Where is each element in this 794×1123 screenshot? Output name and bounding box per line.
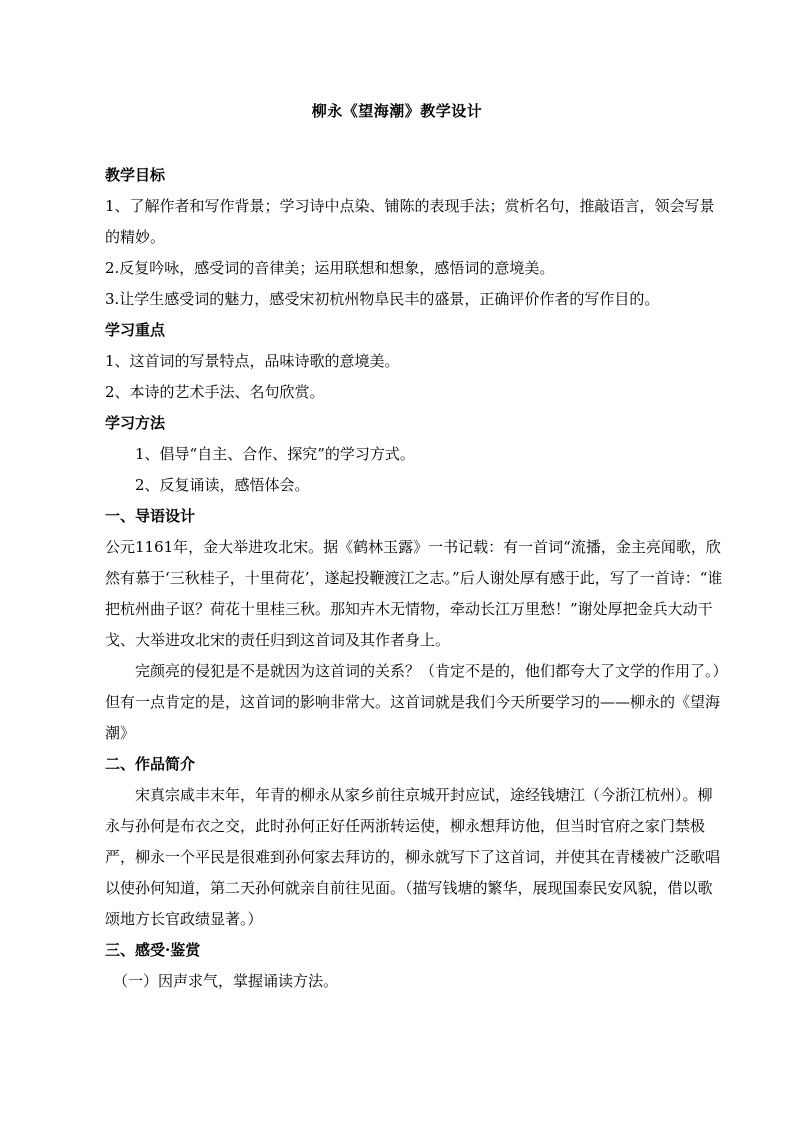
- focus-item: 1、这首词的写景特点，品味诗歌的意境美。: [105, 352, 400, 370]
- document-title: 柳永《望海潮》教学设计: [311, 102, 483, 120]
- goals-heading: 教学目标: [105, 166, 166, 184]
- goal-item: 2.反复吟咏，感受词的音律美；运用联想和想象，感悟词的意境美。: [105, 259, 555, 277]
- intro-heading: 一、导语设计: [105, 507, 196, 525]
- goal-item: 3.让学生感受词的魅力，感受宋初杭州物阜民丰的盛景，正确评价作者的写作目的。: [105, 290, 660, 308]
- document-body: [105, 160, 725, 997]
- method-item: 1、倡导“自主、合作、探究”的学习方式。: [135, 445, 415, 463]
- appreciate-heading: 三、感受·鉴赏: [105, 941, 201, 959]
- goal-item: 1、了解作者和写作背景；学习诗中点染、铺陈的表现手法；赏析名句，推敲语言，领会写景的精妙。: [105, 197, 715, 246]
- focus-item: 2、本诗的艺术手法、名句欣赏。: [105, 383, 325, 401]
- focus-heading: 学习重点: [105, 321, 166, 339]
- intro-paragraph: 完颜亮的侵犯是不是就因为这首词的关系？（肯定不是的，他们都夸大了文学的作用了。）但有一点肯定的是，这首词的影响非常大。这首词就是我们今天所要学习的——柳永的《望海潮》: [105, 662, 721, 742]
- method-heading: 学习方法: [105, 414, 166, 432]
- method-item: 2、反复诵读，感悟体会。: [135, 476, 310, 494]
- appreciate-subheading: （一）因声求气，掌握诵读方法。: [113, 972, 339, 990]
- intro-paragraph: 公元1161年，金大举进攻北宋。据《鹤林玉露》一书记载：有一首词“流播，金主亮闻歌，欣然有慕于‘三秋桂子，十里荷花’，遂起投鞭渡江之志。”后人谢处厚有感于此，写了一首诗：“谁把杭州曲子讴？荷花十里桂三秋。那知卉木无情物，牵动长江万里愁！”谢处厚把金兵大动干戈、大举进攻北宋的责任归到这首词及其作者身上。: [105, 538, 723, 649]
- work-heading: 二、作品简介: [105, 755, 196, 773]
- work-paragraph: 宋真宗咸丰末年，年青的柳永从家乡前往京城开封应试，途经钱塘江（今浙江杭州）。柳永与孙何是布衣之交，此时孙何正好任两浙转运使，柳永想拜访他，但当时官府之家门禁极严，柳永一个平民是很难到孙何家去拜访的，柳永就写下了这首词，并使其在青楼被广泛歌唱以使孙何知道，第二天孙何就亲自前往见面。（描写钱塘的繁华，展现国泰民安风貌，借以歌颂地方长官政绩显著。）: [105, 786, 721, 928]
